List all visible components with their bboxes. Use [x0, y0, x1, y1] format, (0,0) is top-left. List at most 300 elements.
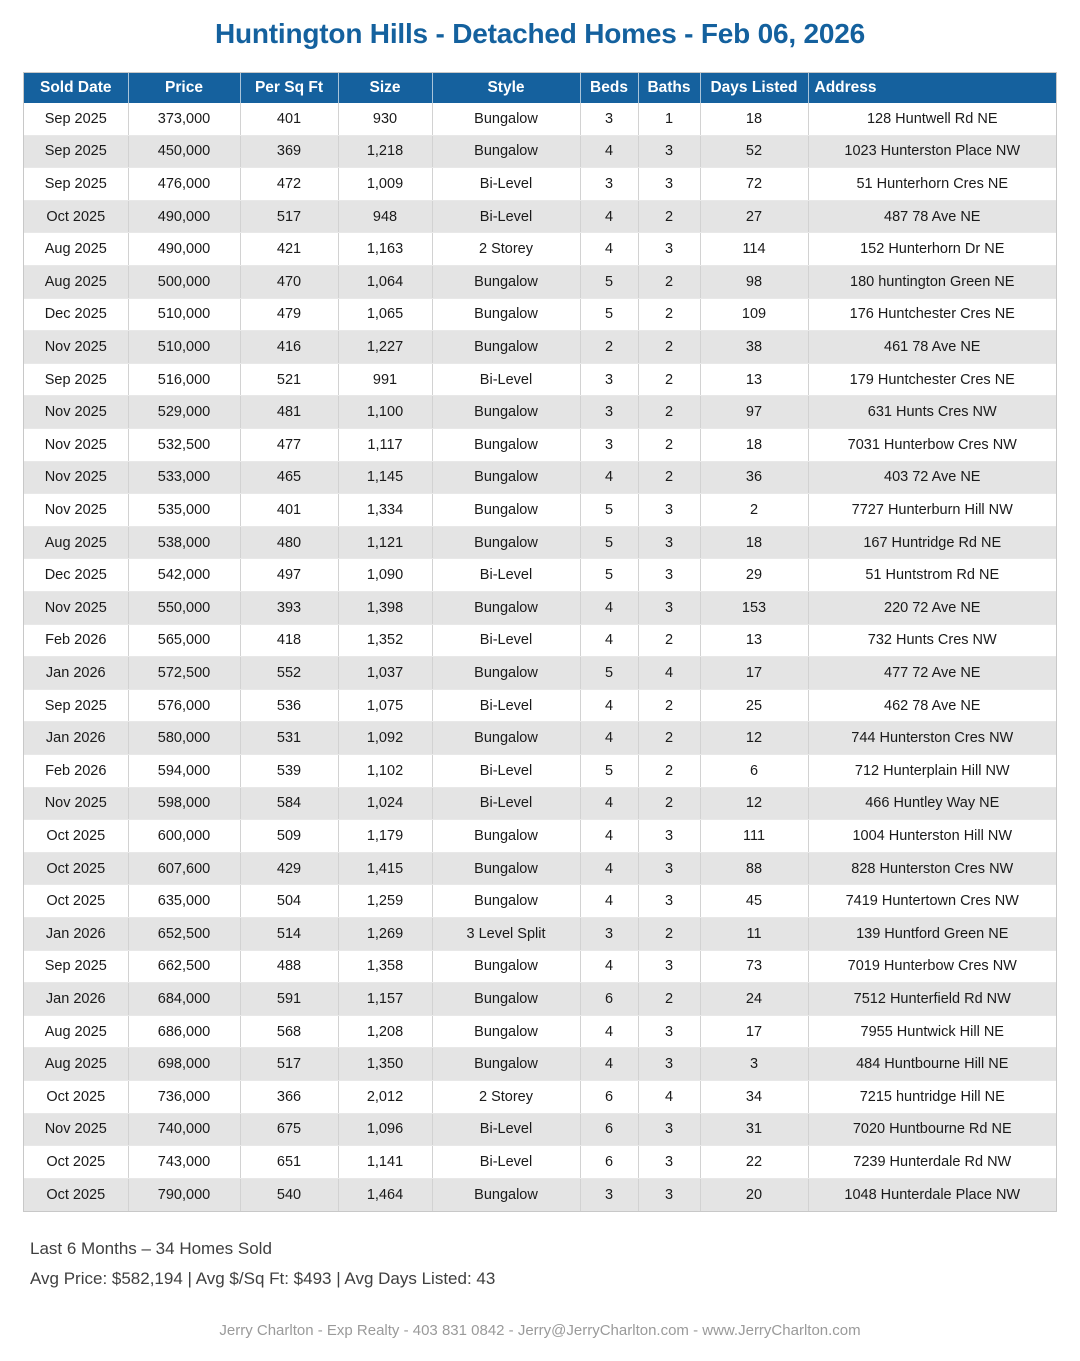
cell-baths: 3	[638, 1048, 700, 1081]
cell-beds: 6	[580, 1113, 638, 1146]
cell-beds: 4	[580, 461, 638, 494]
cell-beds: 4	[580, 1048, 638, 1081]
cell-per-sq-ft: 472	[240, 168, 338, 201]
cell-price: 600,000	[128, 820, 240, 853]
cell-beds: 3	[580, 1178, 638, 1211]
cell-baths: 2	[638, 331, 700, 364]
cell-size: 1,090	[338, 559, 432, 592]
page-title: Huntington Hills - Detached Homes - Feb 06, 2026	[214, 18, 866, 49]
cell-days-listed: 34	[700, 1080, 808, 1113]
cell-per-sq-ft: 539	[240, 754, 338, 787]
cell-address: 128 Huntwell Rd NE	[808, 103, 1056, 136]
cell-baths: 3	[638, 135, 700, 168]
cell-address: 631 Hunts Cres NW	[808, 396, 1056, 429]
cell-size: 1,227	[338, 331, 432, 364]
table-row[interactable]	[24, 429, 1056, 462]
sales-table-container	[23, 72, 1057, 1212]
cell-days-listed: 153	[700, 592, 808, 625]
cell-days-listed: 88	[700, 852, 808, 885]
cell-style: 2 Storey	[432, 1080, 580, 1113]
cell-baths: 2	[638, 200, 700, 233]
table-row[interactable]	[24, 950, 1056, 983]
cell-address: 179 Huntchester Cres NE	[808, 363, 1056, 396]
table-row[interactable]	[24, 168, 1056, 201]
cell-days-listed: 13	[700, 363, 808, 396]
cell-size: 1,009	[338, 168, 432, 201]
cell-per-sq-ft: 552	[240, 657, 338, 690]
cell-days-listed: 2	[700, 494, 808, 527]
cell-sold-date: Dec 2025	[24, 298, 128, 331]
cell-baths: 3	[638, 559, 700, 592]
cell-style: Bungalow	[432, 103, 580, 136]
cell-per-sq-ft: 591	[240, 983, 338, 1016]
cell-style: Bungalow	[432, 592, 580, 625]
column-header-baths[interactable]: Baths	[638, 73, 700, 103]
cell-days-listed: 31	[700, 1113, 808, 1146]
cell-baths: 3	[638, 820, 700, 853]
cell-per-sq-ft: 568	[240, 1015, 338, 1048]
cell-baths: 2	[638, 689, 700, 722]
table-row[interactable]	[24, 396, 1056, 429]
cell-baths: 3	[638, 1015, 700, 1048]
cell-per-sq-ft: 497	[240, 559, 338, 592]
cell-baths: 2	[638, 983, 700, 1016]
table-row[interactable]	[24, 559, 1056, 592]
column-header-sold-date[interactable]: Sold Date	[24, 73, 128, 103]
cell-address: 7239 Hunterdale Rd NW	[808, 1146, 1056, 1179]
cell-beds: 4	[580, 135, 638, 168]
cell-beds: 4	[580, 852, 638, 885]
cell-size: 1,464	[338, 1178, 432, 1211]
cell-per-sq-ft: 480	[240, 526, 338, 559]
table-row[interactable]	[24, 461, 1056, 494]
cell-price: 684,000	[128, 983, 240, 1016]
cell-sold-date: Nov 2025	[24, 494, 128, 527]
cell-per-sq-ft: 393	[240, 592, 338, 625]
cell-per-sq-ft: 521	[240, 363, 338, 396]
cell-size: 1,259	[338, 885, 432, 918]
table-row[interactable]	[24, 592, 1056, 625]
cell-price: 533,000	[128, 461, 240, 494]
cell-sold-date: Jan 2026	[24, 722, 128, 755]
cell-style: Bungalow	[432, 722, 580, 755]
cell-per-sq-ft: 470	[240, 266, 338, 299]
table-row[interactable]	[24, 494, 1056, 527]
column-header-days-listed[interactable]: Days Listed	[700, 73, 808, 103]
cell-style: Bi-Level	[432, 624, 580, 657]
cell-size: 1,121	[338, 526, 432, 559]
cell-baths: 2	[638, 624, 700, 657]
cell-days-listed: 25	[700, 689, 808, 722]
cell-address: 51 Hunterhorn Cres NE	[808, 168, 1056, 201]
table-row[interactable]	[24, 233, 1056, 266]
cell-sold-date: Oct 2025	[24, 1146, 128, 1179]
cell-address: 176 Huntchester Cres NE	[808, 298, 1056, 331]
cell-address: 152 Hunterhorn Dr NE	[808, 233, 1056, 266]
cell-per-sq-ft: 517	[240, 200, 338, 233]
cell-beds: 4	[580, 885, 638, 918]
table-row[interactable]	[24, 1178, 1056, 1211]
cell-price: 662,500	[128, 950, 240, 983]
cell-per-sq-ft: 517	[240, 1048, 338, 1081]
cell-size: 1,117	[338, 429, 432, 462]
cell-style: Bungalow	[432, 429, 580, 462]
cell-beds: 2	[580, 331, 638, 364]
cell-address: 180 huntington Green NE	[808, 266, 1056, 299]
cell-baths: 2	[638, 722, 700, 755]
cell-price: 686,000	[128, 1015, 240, 1048]
cell-size: 948	[338, 200, 432, 233]
cell-address: 220 72 Ave NE	[808, 592, 1056, 625]
column-header-address[interactable]: Address	[808, 73, 1056, 103]
cell-style: Bi-Level	[432, 559, 580, 592]
cell-baths: 3	[638, 885, 700, 918]
table-row[interactable]	[24, 689, 1056, 722]
cell-style: Bungalow	[432, 1178, 580, 1211]
table-row[interactable]	[24, 820, 1056, 853]
cell-days-listed: 6	[700, 754, 808, 787]
cell-size: 1,092	[338, 722, 432, 755]
table-row[interactable]	[24, 1113, 1056, 1146]
cell-address: 1048 Hunterdale Place NW	[808, 1178, 1056, 1211]
cell-price: 736,000	[128, 1080, 240, 1113]
cell-beds: 5	[580, 754, 638, 787]
cell-per-sq-ft: 418	[240, 624, 338, 657]
cell-price: 576,000	[128, 689, 240, 722]
cell-baths: 3	[638, 592, 700, 625]
cell-price: 740,000	[128, 1113, 240, 1146]
cell-size: 1,415	[338, 852, 432, 885]
cell-size: 1,352	[338, 624, 432, 657]
cell-style: Bungalow	[432, 298, 580, 331]
cell-days-listed: 111	[700, 820, 808, 853]
cell-beds: 5	[580, 266, 638, 299]
cell-per-sq-ft: 479	[240, 298, 338, 331]
cell-style: Bungalow	[432, 950, 580, 983]
cell-per-sq-ft: 416	[240, 331, 338, 364]
cell-baths: 2	[638, 396, 700, 429]
cell-sold-date: Nov 2025	[24, 592, 128, 625]
table-row[interactable]	[24, 1146, 1056, 1179]
cell-style: Bungalow	[432, 526, 580, 559]
table-row[interactable]	[24, 1048, 1056, 1081]
cell-sold-date: Oct 2025	[24, 200, 128, 233]
cell-days-listed: 72	[700, 168, 808, 201]
cell-sold-date: Nov 2025	[24, 396, 128, 429]
cell-price: 594,000	[128, 754, 240, 787]
cell-baths: 3	[638, 950, 700, 983]
cell-style: Bungalow	[432, 1048, 580, 1081]
cell-address: 744 Hunterston Cres NW	[808, 722, 1056, 755]
cell-address: 466 Huntley Way NE	[808, 787, 1056, 820]
cell-sold-date: Aug 2025	[24, 526, 128, 559]
cell-days-listed: 38	[700, 331, 808, 364]
column-header-price[interactable]: Price	[128, 73, 240, 103]
cell-size: 1,141	[338, 1146, 432, 1179]
cell-beds: 4	[580, 787, 638, 820]
cell-price: 490,000	[128, 200, 240, 233]
cell-days-listed: 22	[700, 1146, 808, 1179]
cell-days-listed: 18	[700, 429, 808, 462]
cell-days-listed: 27	[700, 200, 808, 233]
cell-baths: 4	[638, 1080, 700, 1113]
cell-size: 1,024	[338, 787, 432, 820]
cell-price: 652,500	[128, 917, 240, 950]
table-row[interactable]	[24, 135, 1056, 168]
table-row[interactable]	[24, 298, 1056, 331]
cell-days-listed: 109	[700, 298, 808, 331]
cell-style: Bungalow	[432, 331, 580, 364]
cell-address: 487 78 Ave NE	[808, 200, 1056, 233]
cell-per-sq-ft: 504	[240, 885, 338, 918]
cell-price: 535,000	[128, 494, 240, 527]
cell-beds: 4	[580, 233, 638, 266]
cell-address: 7955 Huntwick Hill NE	[808, 1015, 1056, 1048]
cell-style: 3 Level Split	[432, 917, 580, 950]
cell-style: Bungalow	[432, 885, 580, 918]
cell-per-sq-ft: 675	[240, 1113, 338, 1146]
cell-address: 139 Huntford Green NE	[808, 917, 1056, 950]
cell-size: 1,064	[338, 266, 432, 299]
table-row[interactable]	[24, 526, 1056, 559]
cell-size: 1,102	[338, 754, 432, 787]
cell-size: 1,157	[338, 983, 432, 1016]
cell-style: Bungalow	[432, 657, 580, 690]
cell-style: Bi-Level	[432, 168, 580, 201]
cell-sold-date: Sep 2025	[24, 950, 128, 983]
cell-per-sq-ft: 429	[240, 852, 338, 885]
cell-address: 732 Hunts Cres NW	[808, 624, 1056, 657]
cell-sold-date: Oct 2025	[24, 885, 128, 918]
cell-per-sq-ft: 481	[240, 396, 338, 429]
cell-style: Bungalow	[432, 852, 580, 885]
column-header-style[interactable]: Style	[432, 73, 580, 103]
cell-beds: 3	[580, 363, 638, 396]
cell-beds: 5	[580, 494, 638, 527]
cell-beds: 3	[580, 168, 638, 201]
cell-style: Bungalow	[432, 266, 580, 299]
cell-size: 1,065	[338, 298, 432, 331]
table-row[interactable]	[24, 624, 1056, 657]
cell-style: Bi-Level	[432, 689, 580, 722]
table-row[interactable]	[24, 885, 1056, 918]
column-header-beds[interactable]: Beds	[580, 73, 638, 103]
cell-per-sq-ft: 366	[240, 1080, 338, 1113]
cell-baths: 3	[638, 233, 700, 266]
cell-address: 461 78 Ave NE	[808, 331, 1056, 364]
cell-style: Bi-Level	[432, 787, 580, 820]
cell-style: Bungalow	[432, 461, 580, 494]
cell-beds: 4	[580, 1015, 638, 1048]
cell-address: 7727 Hunterburn Hill NW	[808, 494, 1056, 527]
table-row[interactable]	[24, 1015, 1056, 1048]
cell-sold-date: Nov 2025	[24, 461, 128, 494]
cell-size: 1,350	[338, 1048, 432, 1081]
cell-per-sq-ft: 477	[240, 429, 338, 462]
cell-beds: 6	[580, 1146, 638, 1179]
cell-style: Bi-Level	[432, 1146, 580, 1179]
cell-address: 51 Huntstrom Rd NE	[808, 559, 1056, 592]
table-row[interactable]	[24, 754, 1056, 787]
cell-size: 1,269	[338, 917, 432, 950]
cell-address: 167 Huntridge Rd NE	[808, 526, 1056, 559]
cell-size: 991	[338, 363, 432, 396]
cell-days-listed: 12	[700, 787, 808, 820]
table-row[interactable]	[24, 983, 1056, 1016]
cell-baths: 2	[638, 754, 700, 787]
cell-price: 572,500	[128, 657, 240, 690]
cell-sold-date: Feb 2026	[24, 624, 128, 657]
cell-days-listed: 52	[700, 135, 808, 168]
cell-price: 635,000	[128, 885, 240, 918]
cell-days-listed: 36	[700, 461, 808, 494]
cell-per-sq-ft: 401	[240, 494, 338, 527]
cell-price: 542,000	[128, 559, 240, 592]
cell-beds: 4	[580, 722, 638, 755]
cell-style: Bi-Level	[432, 754, 580, 787]
cell-per-sq-ft: 465	[240, 461, 338, 494]
cell-size: 1,398	[338, 592, 432, 625]
cell-beds: 4	[580, 689, 638, 722]
table-row[interactable]	[24, 200, 1056, 233]
table-row[interactable]	[24, 103, 1056, 136]
cell-sold-date: Aug 2025	[24, 233, 128, 266]
cell-address: 477 72 Ave NE	[808, 657, 1056, 690]
cell-days-listed: 45	[700, 885, 808, 918]
table-row[interactable]	[24, 657, 1056, 690]
cell-per-sq-ft: 514	[240, 917, 338, 950]
cell-days-listed: 3	[700, 1048, 808, 1081]
cell-per-sq-ft: 488	[240, 950, 338, 983]
cell-baths: 3	[638, 1178, 700, 1211]
summary-block	[30, 1234, 1080, 1294]
cell-beds: 4	[580, 200, 638, 233]
cell-size: 1,358	[338, 950, 432, 983]
cell-days-listed: 29	[700, 559, 808, 592]
cell-beds: 4	[580, 950, 638, 983]
cell-address: 462 78 Ave NE	[808, 689, 1056, 722]
cell-baths: 3	[638, 1146, 700, 1179]
cell-sold-date: Dec 2025	[24, 559, 128, 592]
cell-sold-date: Sep 2025	[24, 689, 128, 722]
cell-beds: 3	[580, 917, 638, 950]
cell-size: 1,179	[338, 820, 432, 853]
cell-beds: 3	[580, 429, 638, 462]
cell-style: Bi-Level	[432, 1113, 580, 1146]
cell-address: 1004 Hunterston Hill NW	[808, 820, 1056, 853]
cell-style: Bungalow	[432, 396, 580, 429]
column-header-size[interactable]: Size	[338, 73, 432, 103]
cell-beds: 5	[580, 559, 638, 592]
cell-address: 1023 Hunterston Place NW	[808, 135, 1056, 168]
cell-sold-date: Nov 2025	[24, 429, 128, 462]
cell-baths: 3	[638, 1113, 700, 1146]
cell-price: 500,000	[128, 266, 240, 299]
cell-style: Bungalow	[432, 983, 580, 1016]
table-row[interactable]	[24, 722, 1056, 755]
cell-sold-date: Feb 2026	[24, 754, 128, 787]
cell-price: 532,500	[128, 429, 240, 462]
cell-days-listed: 24	[700, 983, 808, 1016]
cell-baths: 2	[638, 363, 700, 396]
cell-price: 510,000	[128, 298, 240, 331]
cell-sold-date: Nov 2025	[24, 787, 128, 820]
cell-address: 7215 huntridge Hill NE	[808, 1080, 1056, 1113]
cell-per-sq-ft: 540	[240, 1178, 338, 1211]
cell-beds: 5	[580, 526, 638, 559]
table-row[interactable]	[24, 331, 1056, 364]
cell-style: Bungalow	[432, 820, 580, 853]
cell-days-listed: 114	[700, 233, 808, 266]
cell-size: 1,218	[338, 135, 432, 168]
cell-sold-date: Jan 2026	[24, 657, 128, 690]
cell-beds: 3	[580, 103, 638, 136]
table-row[interactable]	[24, 1080, 1056, 1113]
table-row[interactable]	[24, 266, 1056, 299]
cell-size: 1,075	[338, 689, 432, 722]
table-row[interactable]	[24, 787, 1056, 820]
cell-address: 7020 Huntbourne Rd NE	[808, 1113, 1056, 1146]
summary-averages: Avg Price: $582,194 | Avg $/Sq Ft: $493 | Avg Days Listed: 43	[30, 1268, 496, 1288]
cell-per-sq-ft: 509	[240, 820, 338, 853]
table-header	[24, 73, 1056, 103]
cell-per-sq-ft: 651	[240, 1146, 338, 1179]
cell-price: 538,000	[128, 526, 240, 559]
column-header-per-sq-ft[interactable]: Per Sq Ft	[240, 73, 338, 103]
cell-price: 565,000	[128, 624, 240, 657]
cell-size: 1,208	[338, 1015, 432, 1048]
cell-sold-date: Aug 2025	[24, 1048, 128, 1081]
cell-style: 2 Storey	[432, 233, 580, 266]
cell-sold-date: Nov 2025	[24, 331, 128, 364]
cell-address: 484 Huntbourne Hill NE	[808, 1048, 1056, 1081]
cell-price: 550,000	[128, 592, 240, 625]
cell-days-listed: 12	[700, 722, 808, 755]
cell-baths: 2	[638, 266, 700, 299]
cell-price: 510,000	[128, 331, 240, 364]
cell-per-sq-ft: 536	[240, 689, 338, 722]
cell-sold-date: Aug 2025	[24, 266, 128, 299]
cell-baths: 3	[638, 168, 700, 201]
cell-sold-date: Jan 2026	[24, 917, 128, 950]
cell-size: 1,037	[338, 657, 432, 690]
cell-baths: 2	[638, 429, 700, 462]
cell-address: 7031 Hunterbow Cres NW	[808, 429, 1056, 462]
cell-price: 743,000	[128, 1146, 240, 1179]
cell-beds: 4	[580, 820, 638, 853]
cell-baths: 1	[638, 103, 700, 136]
cell-style: Bungalow	[432, 135, 580, 168]
cell-style: Bungalow	[432, 1015, 580, 1048]
cell-days-listed: 17	[700, 657, 808, 690]
table-row[interactable]	[24, 852, 1056, 885]
cell-size: 1,163	[338, 233, 432, 266]
cell-baths: 2	[638, 461, 700, 494]
cell-baths: 3	[638, 494, 700, 527]
cell-size: 1,145	[338, 461, 432, 494]
cell-price: 607,600	[128, 852, 240, 885]
cell-size: 2,012	[338, 1080, 432, 1113]
cell-per-sq-ft: 401	[240, 103, 338, 136]
cell-baths: 3	[638, 526, 700, 559]
cell-days-listed: 18	[700, 526, 808, 559]
cell-sold-date: Nov 2025	[24, 1113, 128, 1146]
cell-beds: 3	[580, 396, 638, 429]
cell-sold-date: Aug 2025	[24, 1015, 128, 1048]
table-row[interactable]	[24, 917, 1056, 950]
cell-baths: 2	[638, 787, 700, 820]
table-row[interactable]	[24, 363, 1056, 396]
